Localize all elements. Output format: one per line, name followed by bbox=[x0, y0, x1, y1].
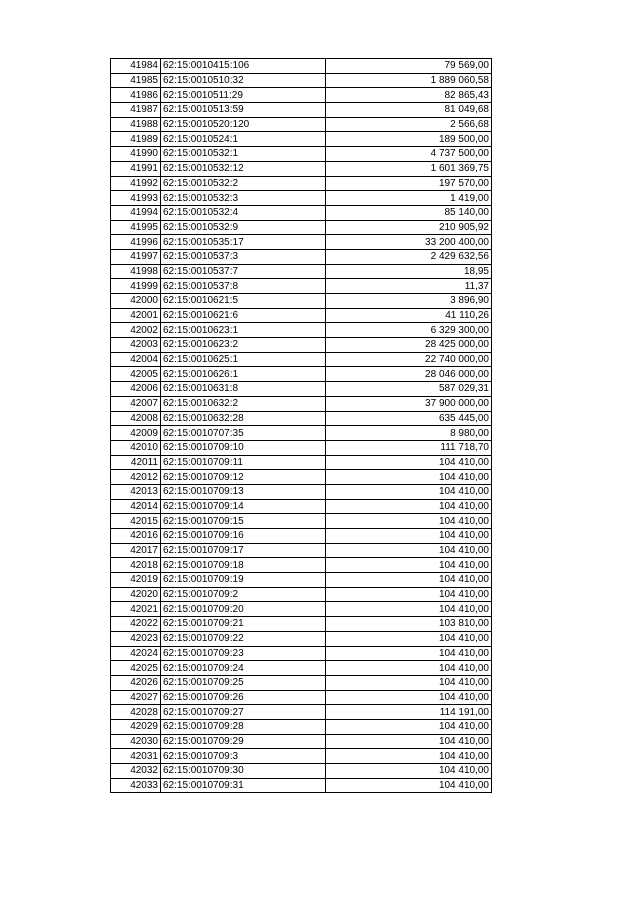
table-row bbox=[111, 308, 492, 323]
cadastral-number-cell: 62:15:0010709:18 bbox=[161, 558, 326, 573]
table-row bbox=[111, 558, 492, 573]
table-row bbox=[111, 455, 492, 470]
table-row bbox=[111, 470, 492, 485]
cadastral-number-cell: 62:15:0010709:15 bbox=[161, 514, 326, 529]
cadastral-value-cell: 104 410,00 bbox=[326, 631, 492, 646]
cadastral-number-cell: 62:15:0010709:17 bbox=[161, 543, 326, 558]
row-number-cell: 41990 bbox=[111, 147, 161, 162]
cadastral-value-cell: 111 718,70 bbox=[326, 440, 492, 455]
cadastral-number-cell: 62:15:0010709:29 bbox=[161, 734, 326, 749]
row-number-cell: 41991 bbox=[111, 161, 161, 176]
table-row bbox=[111, 573, 492, 588]
cadastral-number-cell: 62:15:0010510:32 bbox=[161, 73, 326, 88]
cadastral-number-cell: 62:15:0010709:12 bbox=[161, 470, 326, 485]
row-number-cell: 41985 bbox=[111, 73, 161, 88]
table-row bbox=[111, 382, 492, 397]
cadastral-value-cell: 197 570,00 bbox=[326, 176, 492, 191]
cadastral-value-cell: 37 900 000,00 bbox=[326, 396, 492, 411]
cadastral-value-cell: 104 410,00 bbox=[326, 529, 492, 544]
cadastral-number-cell: 62:15:0010709:20 bbox=[161, 602, 326, 617]
row-number-cell: 42033 bbox=[111, 778, 161, 793]
table-row bbox=[111, 411, 492, 426]
cadastral-number-cell: 62:15:0010537:7 bbox=[161, 264, 326, 279]
row-number-cell: 42003 bbox=[111, 338, 161, 353]
table-row bbox=[111, 323, 492, 338]
row-number-cell: 41997 bbox=[111, 249, 161, 264]
table-row bbox=[111, 132, 492, 147]
cadastral-value-cell: 81 049,68 bbox=[326, 103, 492, 118]
table-row bbox=[111, 147, 492, 162]
cadastral-number-cell: 62:15:0010709:10 bbox=[161, 440, 326, 455]
row-number-cell: 42020 bbox=[111, 587, 161, 602]
table-row bbox=[111, 484, 492, 499]
cadastral-number-cell: 62:15:0010532:9 bbox=[161, 220, 326, 235]
cadastral-value-cell: 104 410,00 bbox=[326, 749, 492, 764]
row-number-cell: 41998 bbox=[111, 264, 161, 279]
row-number-cell: 42019 bbox=[111, 573, 161, 588]
table-row bbox=[111, 690, 492, 705]
cadastral-value-cell: 104 410,00 bbox=[326, 484, 492, 499]
row-number-cell: 42029 bbox=[111, 719, 161, 734]
row-number-cell: 41989 bbox=[111, 132, 161, 147]
cadastral-value-cell: 33 200 400,00 bbox=[326, 235, 492, 250]
row-number-cell: 42016 bbox=[111, 529, 161, 544]
cadastral-number-cell: 62:15:0010511:29 bbox=[161, 88, 326, 103]
row-number-cell: 41986 bbox=[111, 88, 161, 103]
cadastral-value-table bbox=[110, 58, 492, 793]
cadastral-value-cell: 104 410,00 bbox=[326, 499, 492, 514]
table-row bbox=[111, 778, 492, 793]
table-row bbox=[111, 675, 492, 690]
table-row bbox=[111, 719, 492, 734]
cadastral-value-cell: 104 410,00 bbox=[326, 661, 492, 676]
cadastral-value-cell: 79 569,00 bbox=[326, 59, 492, 74]
cadastral-number-cell: 62:15:0010709:11 bbox=[161, 455, 326, 470]
table-row bbox=[111, 176, 492, 191]
row-number-cell: 41993 bbox=[111, 191, 161, 206]
table-row bbox=[111, 59, 492, 74]
row-number-cell: 42021 bbox=[111, 602, 161, 617]
table-row bbox=[111, 631, 492, 646]
row-number-cell: 41999 bbox=[111, 279, 161, 294]
cadastral-value-cell: 1 419,00 bbox=[326, 191, 492, 206]
cadastral-value-cell: 82 865,43 bbox=[326, 88, 492, 103]
row-number-cell: 42017 bbox=[111, 543, 161, 558]
cadastral-number-cell: 62:15:0010625:1 bbox=[161, 352, 326, 367]
row-number-cell: 42024 bbox=[111, 646, 161, 661]
cadastral-value-cell: 104 410,00 bbox=[326, 778, 492, 793]
cadastral-number-cell: 62:15:0010532:12 bbox=[161, 161, 326, 176]
cadastral-value-cell: 1 601 369,75 bbox=[326, 161, 492, 176]
cadastral-number-cell: 62:15:0010709:21 bbox=[161, 617, 326, 632]
table-row bbox=[111, 88, 492, 103]
row-number-cell: 41987 bbox=[111, 103, 161, 118]
cadastral-number-cell: 62:15:0010709:30 bbox=[161, 764, 326, 779]
cadastral-number-cell: 62:15:0010709:25 bbox=[161, 675, 326, 690]
table-row bbox=[111, 161, 492, 176]
cadastral-value-cell: 587 029,31 bbox=[326, 382, 492, 397]
row-number-cell: 42023 bbox=[111, 631, 161, 646]
table-row bbox=[111, 220, 492, 235]
cadastral-value-cell: 104 410,00 bbox=[326, 514, 492, 529]
table-row bbox=[111, 191, 492, 206]
table-row bbox=[111, 646, 492, 661]
cadastral-number-cell: 62:15:0010532:1 bbox=[161, 147, 326, 162]
table-row bbox=[111, 499, 492, 514]
row-number-cell: 42001 bbox=[111, 308, 161, 323]
row-number-cell: 42009 bbox=[111, 426, 161, 441]
cadastral-value-cell: 104 410,00 bbox=[326, 690, 492, 705]
cadastral-value-cell: 22 740 000,00 bbox=[326, 352, 492, 367]
table-row bbox=[111, 103, 492, 118]
cadastral-number-cell: 62:15:0010524:1 bbox=[161, 132, 326, 147]
row-number-cell: 41996 bbox=[111, 235, 161, 250]
cadastral-value-cell: 8 980,00 bbox=[326, 426, 492, 441]
cadastral-number-cell: 62:15:0010520:120 bbox=[161, 117, 326, 132]
row-number-cell: 42018 bbox=[111, 558, 161, 573]
table-row bbox=[111, 338, 492, 353]
cadastral-number-cell: 62:15:0010532:4 bbox=[161, 205, 326, 220]
cadastral-number-cell: 62:15:0010709:13 bbox=[161, 484, 326, 499]
table-row bbox=[111, 352, 492, 367]
row-number-cell: 42007 bbox=[111, 396, 161, 411]
row-number-cell: 42030 bbox=[111, 734, 161, 749]
table-row bbox=[111, 235, 492, 250]
row-number-cell: 41995 bbox=[111, 220, 161, 235]
cadastral-number-cell: 62:15:0010709:26 bbox=[161, 690, 326, 705]
cadastral-number-cell: 62:15:0010623:1 bbox=[161, 323, 326, 338]
cadastral-number-cell: 62:15:0010709:24 bbox=[161, 661, 326, 676]
row-number-cell: 42002 bbox=[111, 323, 161, 338]
cadastral-number-cell: 62:15:0010513:59 bbox=[161, 103, 326, 118]
cadastral-number-cell: 62:15:0010632:28 bbox=[161, 411, 326, 426]
row-number-cell: 42026 bbox=[111, 675, 161, 690]
cadastral-value-cell: 85 140,00 bbox=[326, 205, 492, 220]
table-row bbox=[111, 661, 492, 676]
row-number-cell: 42006 bbox=[111, 382, 161, 397]
cadastral-value-cell: 2 429 632,56 bbox=[326, 249, 492, 264]
cadastral-number-cell: 62:15:0010626:1 bbox=[161, 367, 326, 382]
cadastral-value-cell: 635 445,00 bbox=[326, 411, 492, 426]
cadastral-number-cell: 62:15:0010709:16 bbox=[161, 529, 326, 544]
cadastral-number-cell: 62:15:0010532:2 bbox=[161, 176, 326, 191]
cadastral-number-cell: 62:15:0010631:8 bbox=[161, 382, 326, 397]
cadastral-value-cell: 104 410,00 bbox=[326, 719, 492, 734]
cadastral-number-cell: 62:15:0010709:23 bbox=[161, 646, 326, 661]
row-number-cell: 42031 bbox=[111, 749, 161, 764]
cadastral-value-cell: 28 425 000,00 bbox=[326, 338, 492, 353]
row-number-cell: 42004 bbox=[111, 352, 161, 367]
row-number-cell: 41994 bbox=[111, 205, 161, 220]
cadastral-value-cell: 104 410,00 bbox=[326, 470, 492, 485]
row-number-cell: 42025 bbox=[111, 661, 161, 676]
cadastral-number-cell: 62:15:0010709:27 bbox=[161, 705, 326, 720]
row-number-cell: 42010 bbox=[111, 440, 161, 455]
table-row bbox=[111, 249, 492, 264]
cadastral-number-cell: 62:15:0010709:2 bbox=[161, 587, 326, 602]
cadastral-value-cell: 41 110,26 bbox=[326, 308, 492, 323]
table-row bbox=[111, 426, 492, 441]
row-number-cell: 42028 bbox=[111, 705, 161, 720]
row-number-cell: 41992 bbox=[111, 176, 161, 191]
table-body bbox=[111, 59, 492, 793]
table-row bbox=[111, 396, 492, 411]
table-row bbox=[111, 543, 492, 558]
cadastral-number-cell: 62:15:0010532:3 bbox=[161, 191, 326, 206]
table-row bbox=[111, 205, 492, 220]
cadastral-number-cell: 62:15:0010535:17 bbox=[161, 235, 326, 250]
cadastral-value-cell: 104 410,00 bbox=[326, 675, 492, 690]
cadastral-number-cell: 62:15:0010623:2 bbox=[161, 338, 326, 353]
cadastral-number-cell: 62:15:0010709:28 bbox=[161, 719, 326, 734]
cadastral-value-cell: 18,95 bbox=[326, 264, 492, 279]
cadastral-value-cell: 104 410,00 bbox=[326, 587, 492, 602]
cadastral-number-cell: 62:15:0010621:5 bbox=[161, 294, 326, 309]
row-number-cell: 41988 bbox=[111, 117, 161, 132]
row-number-cell: 42022 bbox=[111, 617, 161, 632]
table-row bbox=[111, 529, 492, 544]
row-number-cell: 42005 bbox=[111, 367, 161, 382]
cadastral-value-cell: 104 410,00 bbox=[326, 455, 492, 470]
table-row bbox=[111, 279, 492, 294]
cadastral-value-cell: 104 410,00 bbox=[326, 646, 492, 661]
table-row bbox=[111, 294, 492, 309]
row-number-cell: 41984 bbox=[111, 59, 161, 74]
table-row bbox=[111, 73, 492, 88]
cadastral-number-cell: 62:15:0010707:35 bbox=[161, 426, 326, 441]
row-number-cell: 42032 bbox=[111, 764, 161, 779]
cadastral-value-cell: 3 896,90 bbox=[326, 294, 492, 309]
cadastral-number-cell: 62:15:0010621:6 bbox=[161, 308, 326, 323]
cadastral-value-cell: 103 810,00 bbox=[326, 617, 492, 632]
cadastral-value-cell: 210 905,92 bbox=[326, 220, 492, 235]
row-number-cell: 42008 bbox=[111, 411, 161, 426]
row-number-cell: 42000 bbox=[111, 294, 161, 309]
table-row bbox=[111, 705, 492, 720]
cadastral-number-cell: 62:15:0010709:3 bbox=[161, 749, 326, 764]
cadastral-value-cell: 189 500,00 bbox=[326, 132, 492, 147]
cadastral-number-cell: 62:15:0010709:31 bbox=[161, 778, 326, 793]
row-number-cell: 42011 bbox=[111, 455, 161, 470]
cadastral-value-cell: 104 410,00 bbox=[326, 602, 492, 617]
table-row bbox=[111, 617, 492, 632]
table-row bbox=[111, 587, 492, 602]
row-number-cell: 42015 bbox=[111, 514, 161, 529]
cadastral-number-cell: 62:15:0010709:14 bbox=[161, 499, 326, 514]
cadastral-value-cell: 114 191,00 bbox=[326, 705, 492, 720]
cadastral-number-cell: 62:15:0010415:106 bbox=[161, 59, 326, 74]
cadastral-value-cell: 28 046 000,00 bbox=[326, 367, 492, 382]
table-row bbox=[111, 514, 492, 529]
row-number-cell: 42014 bbox=[111, 499, 161, 514]
cadastral-value-cell: 104 410,00 bbox=[326, 764, 492, 779]
table-row bbox=[111, 602, 492, 617]
cadastral-number-cell: 62:15:0010632:2 bbox=[161, 396, 326, 411]
cadastral-value-cell: 104 410,00 bbox=[326, 558, 492, 573]
table-row bbox=[111, 440, 492, 455]
table-row bbox=[111, 764, 492, 779]
cadastral-value-cell: 104 410,00 bbox=[326, 543, 492, 558]
cadastral-number-cell: 62:15:0010537:3 bbox=[161, 249, 326, 264]
table-row bbox=[111, 117, 492, 132]
cadastral-number-cell: 62:15:0010709:19 bbox=[161, 573, 326, 588]
table-row bbox=[111, 264, 492, 279]
cadastral-value-cell: 2 566,68 bbox=[326, 117, 492, 132]
cadastral-value-cell: 6 329 300,00 bbox=[326, 323, 492, 338]
row-number-cell: 42012 bbox=[111, 470, 161, 485]
row-number-cell: 42027 bbox=[111, 690, 161, 705]
cadastral-number-cell: 62:15:0010709:22 bbox=[161, 631, 326, 646]
cadastral-value-cell: 4 737 500,00 bbox=[326, 147, 492, 162]
row-number-cell: 42013 bbox=[111, 484, 161, 499]
cadastral-value-cell: 104 410,00 bbox=[326, 734, 492, 749]
cadastral-value-cell: 104 410,00 bbox=[326, 573, 492, 588]
cadastral-value-cell: 11,37 bbox=[326, 279, 492, 294]
cadastral-number-cell: 62:15:0010537:8 bbox=[161, 279, 326, 294]
table-row bbox=[111, 367, 492, 382]
table-row bbox=[111, 749, 492, 764]
cadastral-value-cell: 1 889 060,58 bbox=[326, 73, 492, 88]
table-row bbox=[111, 734, 492, 749]
